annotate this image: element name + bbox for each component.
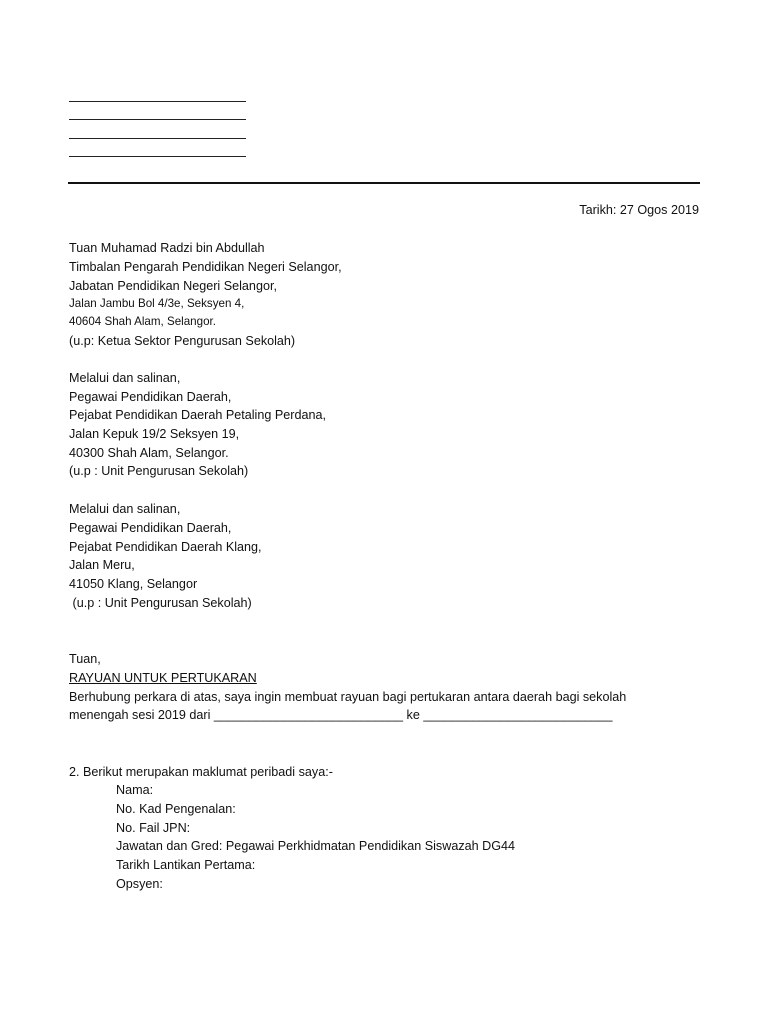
detail-option: Opsyen: [116,877,163,891]
copy1-line-2: Pejabat Pendidikan Daerah Petaling Perdana, [69,408,326,422]
copy1-intro: Melalui dan salinan, [69,371,181,385]
salutation: Tuan, [69,652,101,666]
header-divider [68,182,700,184]
detail-position-grade: Jawatan dan Gred: Pegawai Perkhidmatan Pendidikan Siswazah DG44 [116,839,516,853]
recipient-attn: (u.p: Ketua Sektor Pengurusan Sekolah) [69,334,296,348]
copy2-line-4: 41050 Klang, Selangor [69,577,198,591]
sender-blank-line-3 [69,138,246,139]
detail-name: Nama: [116,783,154,797]
subject-heading: RAYUAN UNTUK PERTUKARAN [69,671,257,685]
copy2-line-1: Pegawai Pendidikan Daerah, [69,521,232,535]
detail-first-appointment: Tarikh Lantikan Pertama: [116,858,256,872]
recipient-dept: Jabatan Pendidikan Negeri Selangor, [69,279,277,293]
copy1-line-1: Pegawai Pendidikan Daerah, [69,390,232,404]
recipient-address-2: 40604 Shah Alam, Selangor. [69,315,216,328]
recipient-name: Tuan Muhamad Radzi bin Abdullah [69,241,265,255]
detail-jpn-file: No. Fail JPN: [116,821,191,835]
date-line: Tarikh: 27 Ogos 2019 [579,203,699,217]
detail-ic-number: No. Kad Pengenalan: [116,802,236,816]
copy2-attn: (u.p : Unit Pengurusan Sekolah) [69,596,252,610]
copy2-line-2: Pejabat Pendidikan Daerah Klang, [69,540,262,554]
sender-blank-line-1 [69,101,246,102]
copy1-line-3: Jalan Kepuk 19/2 Seksyen 19, [69,427,240,441]
copy1-attn: (u.p : Unit Pengurusan Sekolah) [69,464,249,478]
body-paragraph-1-line-1: Berhubung perkara di atas, saya ingin membuat rayuan bagi pertukaran antara daerah bagi sekolah [69,690,627,704]
copy2-intro: Melalui dan salinan, [69,502,181,516]
copy1-line-4: 40300 Shah Alam, Selangor. [69,446,229,460]
sender-blank-line-2 [69,119,246,120]
recipient-title: Timbalan Pengarah Pendidikan Negeri Selangor, [69,260,342,274]
recipient-address-1: Jalan Jambu Bol 4/3e, Seksyen 4, [69,297,245,310]
body-paragraph-1-line-2: menengah sesi 2019 dari ___________________________ ke ___________________________ [69,708,613,722]
body-paragraph-2-intro: 2. Berikut merupakan maklumat peribadi saya:- [69,765,333,779]
copy2-line-3: Jalan Meru, [69,558,135,572]
sender-blank-line-4 [69,156,246,157]
